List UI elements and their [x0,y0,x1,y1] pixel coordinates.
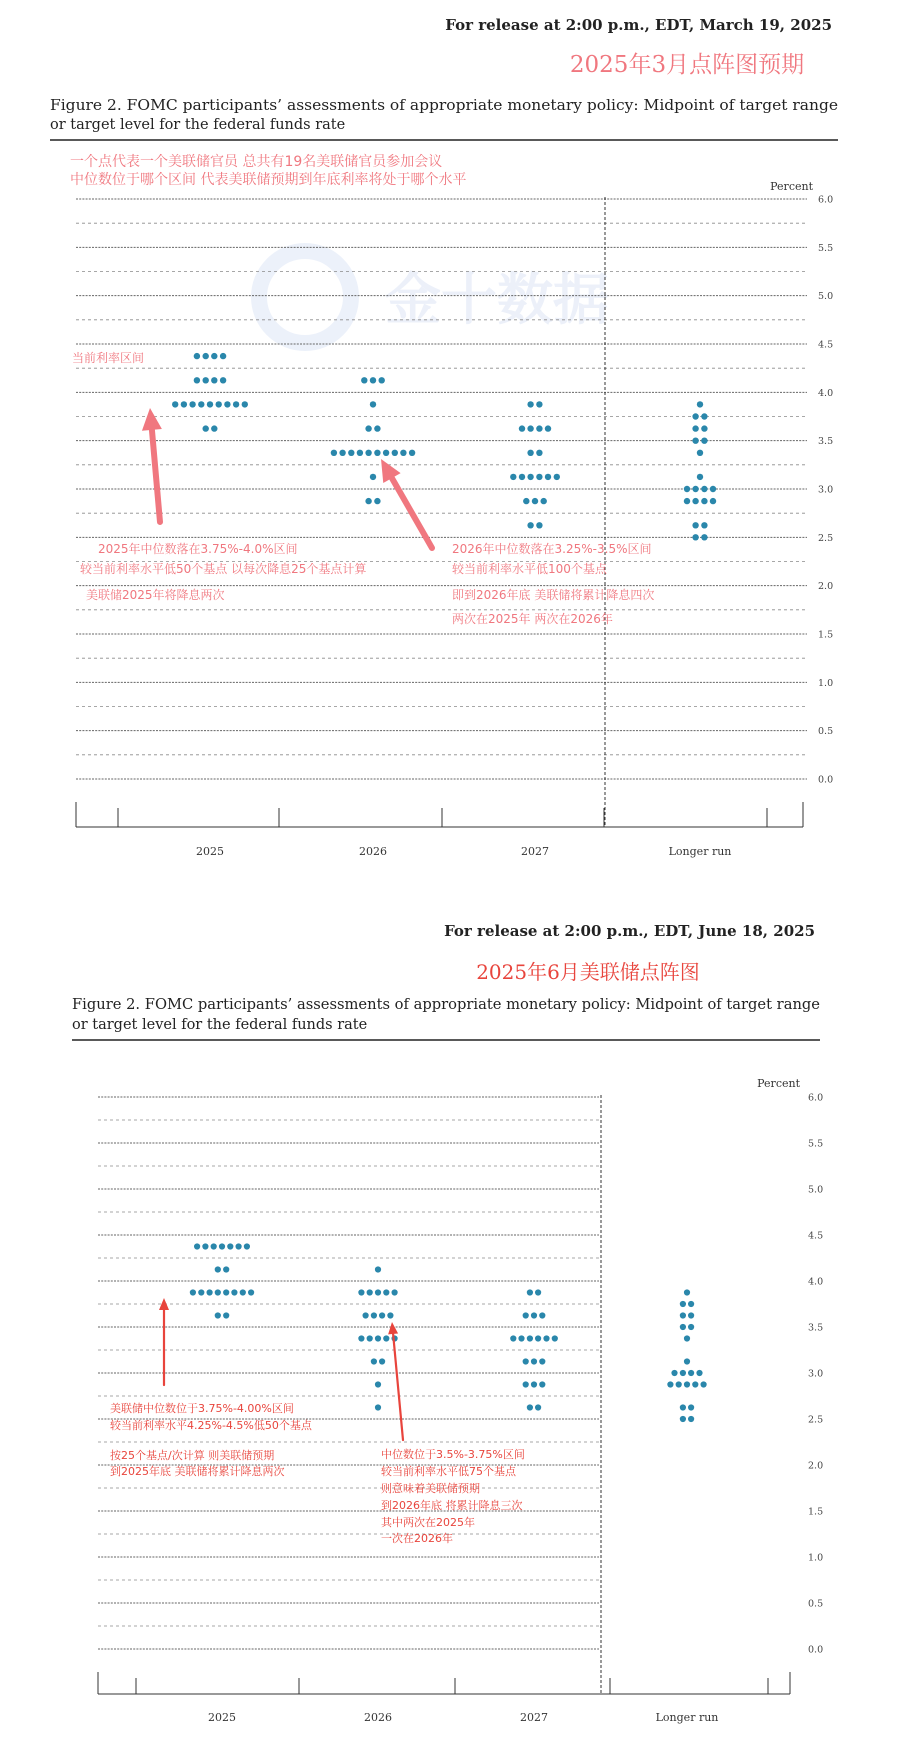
y-tick-label: 0.0 [808,1644,824,1656]
participant-dot [207,401,213,407]
participant-dot [190,1289,196,1295]
y-tick-label: 3.0 [818,484,834,496]
participant-dot [545,425,551,431]
participant-dot [216,401,222,407]
participant-dot [219,1243,225,1249]
release-line: For release at 2:00 p.m., EDT, March 19, 2025 [445,16,832,34]
y-tick-label: 3.0 [808,1368,824,1380]
y-tick-label: 2.0 [808,1460,824,1472]
participant-dot [233,401,239,407]
x-category-label: 2025 [196,845,224,858]
red-heading: 2025年6月美联储点阵图 [476,960,700,984]
participant-dot [535,1404,541,1410]
participant-dot [523,1381,529,1387]
y-tick-label: 5.0 [818,291,834,303]
participant-dot [688,1324,694,1330]
participant-dot [357,450,363,456]
participant-dot [383,1289,389,1295]
participant-dot [215,1312,221,1318]
participant-dot [367,1289,373,1295]
participant-dot [203,425,209,431]
participant-dot [535,1289,541,1295]
participant-dot [692,413,698,419]
participant-dot [519,474,525,480]
chart-march-2025 [50,16,838,858]
x-category-label: 2026 [364,1711,392,1724]
participant-dot [242,401,248,407]
participant-dot [531,1358,537,1364]
participant-dot [370,474,376,480]
participant-dot [236,1243,242,1249]
y-tick-label: 6.0 [808,1092,824,1104]
y-tick-label: 1.0 [818,677,834,689]
participant-dot [248,1289,254,1295]
participant-dot [545,474,551,480]
red-heading: 2025年3月点阵图预期 [569,52,805,78]
participant-dot [365,425,371,431]
annotation-arrow-head [388,1322,398,1334]
y-tick-label: 5.5 [818,242,834,254]
y-tick-label: 1.0 [808,1552,824,1564]
participant-dot [684,1381,690,1387]
annotation-text: 到2025年底 美联储将累计降息两次 [110,1465,285,1478]
participant-dot [692,1381,698,1387]
x-category-label: Longer run [668,845,732,858]
participant-dot [198,401,204,407]
annotation-text: 美联储中位数位于3.75%-4.00%区间 [110,1402,294,1415]
y-tick-label: 0.0 [818,774,834,786]
participant-dot [710,486,716,492]
participant-dot [211,425,217,431]
participant-dot [688,1370,694,1376]
participant-dot [348,450,354,456]
participant-dot [536,401,542,407]
participant-dot [223,1312,229,1318]
participant-dot [684,498,690,504]
annotation-text: 其中两次在2025年 [381,1516,475,1529]
participant-dot [523,1312,529,1318]
participant-dot [244,1243,250,1249]
y-tick-label: 4.0 [818,387,834,399]
participant-dot [371,1358,377,1364]
participant-dot [527,401,533,407]
watermark-logo-ring [259,251,351,343]
participant-dot [202,1243,208,1249]
y-tick-label: 1.5 [818,629,834,641]
participant-dot [361,377,367,383]
x-category-label: 2027 [520,1711,548,1724]
annotation-text: 较当前利率水平低50个基点 以每次降息25个基点计算 [80,562,367,576]
annotation-text: 两次在2025年 两次在2026年 [452,612,613,626]
y-tick-label: 0.5 [818,726,834,738]
watermark-logo [259,251,609,343]
participant-dot [536,474,542,480]
y-tick-label: 4.5 [808,1230,824,1242]
participant-dot [189,401,195,407]
annotation-arrow-shaft [152,430,160,522]
participant-dot [554,474,560,480]
participant-dot [215,1289,221,1295]
participant-dot [203,377,209,383]
participant-dot [375,1289,381,1295]
participant-dot [387,1312,393,1318]
participant-dot [531,1312,537,1318]
participant-dot [220,377,226,383]
annotation-text: 较当前利率水平低75个基点 [381,1465,516,1478]
participant-dot [527,450,533,456]
participant-dot [358,1335,364,1341]
x-category-label: 2025 [208,1711,236,1724]
participant-dot [383,1335,389,1341]
participant-dot [527,474,533,480]
participant-dot [400,450,406,456]
participant-dot [701,498,707,504]
participant-dot [539,1312,545,1318]
x-category-label: 2026 [359,845,387,858]
participant-dot [194,1243,200,1249]
participant-dot [365,498,371,504]
participant-dot [684,1289,690,1295]
participant-dot [541,498,547,504]
participant-dot [203,353,209,359]
participant-dot [688,1312,694,1318]
annotation-text: 一个点代表一个美联储官员 总共有19名美联储官员参加会议 [70,154,443,170]
y-axis-label: Percent [770,180,813,193]
participant-dot [552,1335,558,1341]
participant-dot [701,438,707,444]
participant-dot [539,1358,545,1364]
participant-dot [680,1301,686,1307]
participant-dot [523,1358,529,1364]
participant-dot [181,401,187,407]
participant-dot [371,1312,377,1318]
participant-dot [543,1335,549,1341]
y-tick-label: 2.0 [818,581,834,593]
participant-dot [531,1381,537,1387]
chart-june-2025 [72,922,823,1724]
participant-dot [211,377,217,383]
participant-dot [692,486,698,492]
annotation-text: 2026年中位数落在3.25%-3.5%区间 [452,542,652,556]
y-tick-label: 6.0 [818,194,834,206]
annotation-text: 中位数位于3.5%-3.75%区间 [381,1448,525,1461]
participant-dot [701,534,707,540]
participant-dot [536,522,542,528]
participant-dot [379,1312,385,1318]
participant-dot [223,1289,229,1295]
participant-dot [667,1381,673,1387]
participant-dot [510,1335,516,1341]
y-axis-label: Percent [757,1077,800,1090]
participant-dot [527,1335,533,1341]
participant-dot [523,498,529,504]
participant-dot [697,450,703,456]
x-category-label: 2027 [521,845,549,858]
participant-dot [535,1335,541,1341]
participant-dot [680,1312,686,1318]
participant-dot [536,425,542,431]
participant-dot [409,450,415,456]
figure-title-line1: Figure 2. FOMC participants’ assessments of appropriate monetary policy: Midpoint of target range [72,997,820,1013]
y-tick-label: 1.5 [808,1506,824,1518]
participant-dot [680,1324,686,1330]
participant-dot [375,1381,381,1387]
y-tick-label: 2.5 [808,1414,824,1426]
participant-dot [510,474,516,480]
participant-dot [527,1404,533,1410]
participant-dot [688,1301,694,1307]
y-tick-label: 5.0 [808,1184,824,1196]
y-tick-label: 5.5 [808,1138,824,1150]
participant-dot [688,1404,694,1410]
participant-dot [532,498,538,504]
participant-dot [692,534,698,540]
participant-dot [207,1289,213,1295]
participant-dot [194,377,200,383]
participant-dot [671,1370,677,1376]
annotation-arrow-head [142,408,162,431]
participant-dot [539,1381,545,1387]
participant-dot [227,1243,233,1249]
y-tick-label: 4.0 [808,1276,824,1288]
annotation-text: 当前利率区间 [72,351,145,365]
participant-dot [379,1358,385,1364]
watermark-text: 金十数据 [385,267,609,333]
participant-dot [527,522,533,528]
participant-dot [198,1289,204,1295]
participant-dot [701,413,707,419]
participant-dot [220,353,226,359]
participant-dot [375,1404,381,1410]
participant-dot [680,1416,686,1422]
participant-dot [211,1243,217,1249]
annotation-text: 一次在2026年 [381,1532,453,1545]
participant-dot [536,450,542,456]
participant-dot [375,1335,381,1341]
y-tick-label: 4.5 [818,339,834,351]
participant-dot [676,1381,682,1387]
participant-dot [374,425,380,431]
participant-dot [374,450,380,456]
annotation-text: 较当前利率水平4.25%-4.5%低50个基点 [110,1419,312,1432]
participant-dot [374,498,380,504]
participant-dot [392,450,398,456]
participant-dot [518,1335,524,1341]
participant-dot [331,450,337,456]
participant-dot [680,1404,686,1410]
release-line: For release at 2:00 p.m., EDT, June 18, 2025 [444,922,815,940]
participant-dot [692,425,698,431]
participant-dot [527,425,533,431]
y-tick-label: 0.5 [808,1598,824,1610]
participant-dot [696,1370,702,1376]
annotation-text: 中位数位于哪个区间 代表美联储预期到年底利率将处于哪个水平 [70,172,467,188]
participant-dot [701,425,707,431]
participant-dot [684,1335,690,1341]
participant-dot [701,486,707,492]
figure-title-line2: or target level for the federal funds rate [50,117,346,133]
annotation-text: 按25个基点/次计算 则美联储预期 [110,1449,275,1462]
annotation-text: 即到2026年底 美联储将累计降息四次 [452,588,655,602]
participant-dot [379,377,385,383]
participant-dot [527,1289,533,1295]
participant-dot [680,1370,686,1376]
participant-dot [224,401,230,407]
participant-dot [692,522,698,528]
participant-dot [692,438,698,444]
participant-dot [701,1381,707,1387]
annotation-text: 较当前利率水平低100个基点 [452,562,607,576]
participant-dot [383,450,389,456]
participant-dot [370,377,376,383]
participant-dot [363,1312,369,1318]
participant-dot [375,1266,381,1272]
participant-dot [194,353,200,359]
figure-title-line2: or target level for the federal funds rate [72,1017,368,1033]
participant-dot [697,401,703,407]
participant-dot [701,522,707,528]
annotation-text: 到2026年底 将累计降息三次 [381,1499,523,1512]
annotation-text: 美联储2025年将降息两次 [86,588,225,602]
participant-dot [240,1289,246,1295]
participant-dot [688,1416,694,1422]
participant-dot [370,401,376,407]
participant-dot [392,1289,398,1295]
participant-dot [358,1289,364,1295]
participant-dot [697,474,703,480]
participant-dot [367,1335,373,1341]
participant-dot [684,1358,690,1364]
annotation-text: 则意味着美联储预期 [381,1482,480,1495]
participant-dot [223,1266,229,1272]
y-tick-label: 3.5 [818,436,834,448]
participant-dot [684,486,690,492]
participant-dot [365,450,371,456]
participant-dot [692,498,698,504]
x-category-label: Longer run [655,1711,719,1724]
participant-dot [231,1289,237,1295]
participant-dot [519,425,525,431]
participant-dot [339,450,345,456]
participant-dot [172,401,178,407]
annotation-text: 2025年中位数落在3.75%-4.0%区间 [98,542,298,556]
participant-dot [215,1266,221,1272]
participant-dot [710,498,716,504]
y-tick-label: 3.5 [808,1322,824,1334]
y-tick-label: 2.5 [818,532,834,544]
participant-dot [211,353,217,359]
figure-title-line1: Figure 2. FOMC participants’ assessments of appropriate monetary policy: Midpoint of target range [50,98,838,114]
